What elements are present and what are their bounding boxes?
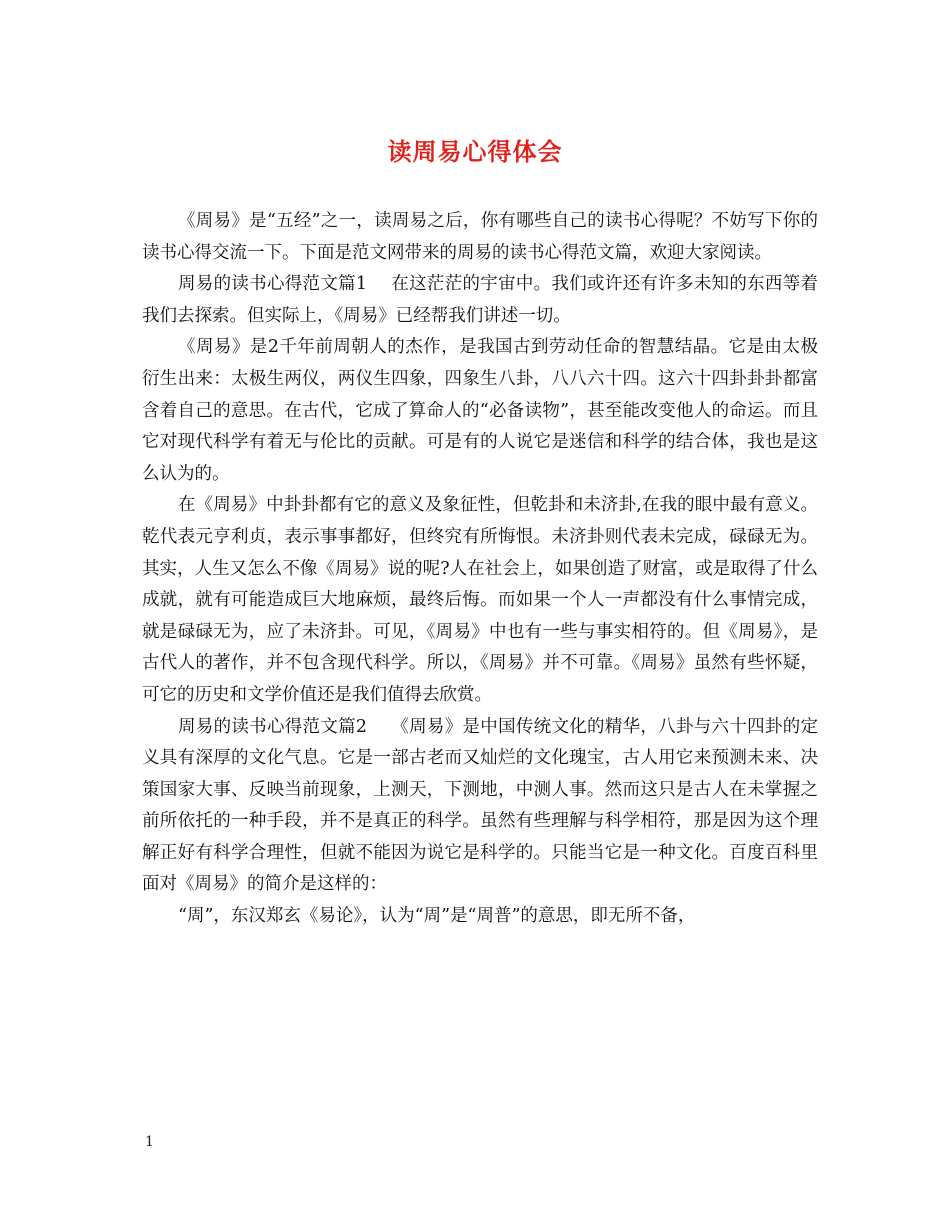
section-label: 周易的读书心得范文篇1: [178, 274, 368, 295]
paragraph-text: 《周易》是中国传统文化的精华，八卦与六十四卦的定义具有深厚的文化气息。它是一部古老而又灿烂的文化瑰宝，古人用它来预测未来、决策国家大事、反映当前现象，上测天，下测地，中测人事。然而这只是古人在未掌握之前所依托的一种手段，并不是真正的科学。虽然有些理解与科学相符，那是因为这个理解正好有科学合理性，但就不能因为说它是科学的。只能当它是一种文化。百度百科里面对《周易》的简介是这样的：: [142, 716, 819, 895]
document-title: 读周易心得体会: [387, 137, 563, 166]
paragraph-text: “周”，东汉郑玄《易论》，认为“周”是“周普”的意思，即无所不备，: [178, 906, 696, 927]
document-body: [142, 206, 818, 933]
paragraph-text: 在这茫茫的宇宙中。我们或许还有许多未知的东西等着我们去探索。但实际上，《周易》已经帮我们讲述一切。: [142, 274, 819, 326]
paragraph-text: 《周易》是“五经”之一，读周易之后，你有哪些自己的读书心得呢？不妨写下你的读书心得交流一下。下面是范文网带来的周易的读书心得范文篇，欢迎大家阅读。: [142, 211, 818, 263]
section-label: 周易的读书心得范文篇2: [178, 716, 368, 737]
paragraph-text: 在《周易》中卦卦都有它的意义及象征性，但乾卦和未济卦,在我的眼中最有意义。乾代表元亨利贞，表示事事都好，但终究有所悔恨。未济卦则代表未完成，碌碌无为。其实，人生又怎么不像《周易》说的呢?人在社会上，如果创造了财富，或是取得了什么成就，就有可能造成巨大地麻烦，最终后悔。而如果一个人一声都没有什么事情完成，就是碌碌无为，应了未济卦。可见，《周易》中也有一些与事实相符的。但《周易》，是古代人的著作，并不包含现代科学。所以，《周易》并不可靠。《周易》虽然有些怀疑，可它的历史和文学价值还是我们值得去欣赏。: [142, 495, 818, 705]
page-number: 1: [145, 1134, 154, 1150]
paragraph: [142, 490, 818, 711]
paragraph: [142, 901, 818, 933]
paragraph: [142, 206, 818, 269]
paragraph: [142, 269, 818, 332]
paragraph: [142, 332, 818, 490]
paragraph-text: 《周易》是2千年前周朝人的杰作，是我国古到劳动任命的智慧结晶。它是由太极衍生出来：太极生两仪，两仪生四象，四象生八卦，八八六十四。这六十四卦卦卦都富含着自己的意思。在古代，它成了算命人的“必备读物”，甚至能改变他人的命运。而且它对现代科学有着无与伦比的贡献。可是有的人说它是迷信和科学的结合体，我也是这么认为的。: [142, 337, 818, 484]
paragraph: [142, 712, 818, 902]
